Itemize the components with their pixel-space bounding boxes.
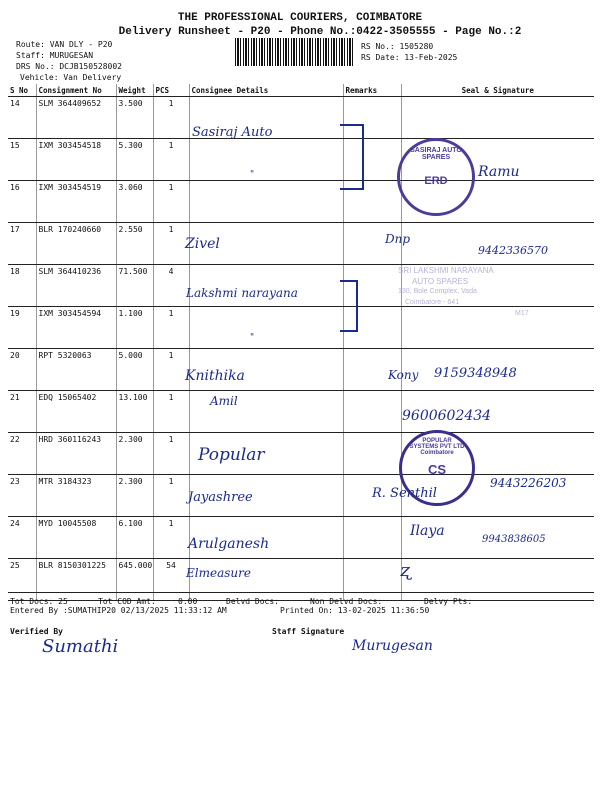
cell-weight: 5.000: [116, 349, 153, 391]
cell-pcs: 1: [153, 433, 189, 475]
cell-consignment: BLR 170240660: [36, 223, 116, 265]
cell-sno: 19: [8, 307, 36, 349]
column-header: S No: [8, 84, 36, 97]
cell-consignment: IXM 303454518: [36, 139, 116, 181]
cell-consignment: RPT 5320063: [36, 349, 116, 391]
sasiraj-seal: SASIRAJ AUTO SPARES ERD: [397, 138, 475, 216]
cell-consignment: MTR 3184323: [36, 475, 116, 517]
cell-consignment: SLM 364410236: [36, 265, 116, 307]
column-header: PCS: [153, 84, 189, 97]
total-docs: Tot Docs: 25: [10, 597, 68, 606]
footer-divider: [8, 592, 594, 593]
table-row: [8, 391, 594, 433]
table-row: [8, 433, 594, 475]
cell-pcs: 1: [153, 391, 189, 433]
cell-pcs: 1: [153, 349, 189, 391]
cell-consignment: EDQ 15065402: [36, 391, 116, 433]
consignee-cell: [189, 307, 343, 349]
consignee-handwriting: Amil: [210, 394, 238, 408]
delivery-points: Delvy Pts:: [424, 597, 473, 606]
remarks-cell: [343, 517, 401, 559]
staff-signature: Murugesan: [352, 638, 433, 654]
cell-sno: 16: [8, 181, 36, 223]
entered-by: Entered By :SUMATHIP20 02/13/2025 11:33:12 AM: [10, 606, 227, 615]
vehicle-text: Vehicle: Van Delivery: [20, 73, 122, 82]
cell-sno: 24: [8, 517, 36, 559]
cell-pcs: 1: [153, 223, 189, 265]
cell-sno: 17: [8, 223, 36, 265]
cell-weight: 3.060: [116, 181, 153, 223]
cell-pcs: 1: [153, 517, 189, 559]
consignee-cell: [189, 181, 343, 223]
verified-signature: Sumathi: [42, 636, 119, 657]
seal-cell: [401, 307, 594, 349]
printed-on: Printed On: 13-02-2025 11:36:50: [280, 606, 430, 615]
route-text: Route: VAN DLY - P20: [16, 40, 113, 49]
seal-cell: [401, 97, 594, 139]
cell-sno: 21: [8, 391, 36, 433]
cell-weight: 2.550: [116, 223, 153, 265]
cell-pcs: 1: [153, 307, 189, 349]
cell-pcs: 1: [153, 97, 189, 139]
cell-pcs: 1: [153, 475, 189, 517]
cell-weight: 6.100: [116, 517, 153, 559]
cell-sno: 23: [8, 475, 36, 517]
consignee-handwriting: Lakshmi narayana: [186, 286, 298, 300]
consignee-handwriting: Jayashree: [188, 490, 253, 505]
cell-weight: 2.300: [116, 475, 153, 517]
total-cod-label: Tot COD Amt:: [98, 597, 156, 606]
cell-weight: 5.300: [116, 139, 153, 181]
popular-seal: POPULAR SYSTEMS PVT LTD Coimbatore CS: [399, 430, 475, 506]
cell-consignment: IXM 303454519: [36, 181, 116, 223]
phone-handwriting: 9159348948: [434, 366, 517, 381]
cell-consignment: MYD 10045508: [36, 517, 116, 559]
cell-pcs: 54: [153, 559, 189, 601]
phone-handwriting: 9443226203: [490, 476, 567, 490]
table-row: [8, 265, 594, 307]
verified-by-label: Verified By: [10, 627, 63, 636]
cell-weight: 645.000: [116, 559, 153, 601]
table-row: [8, 559, 594, 601]
cell-sno: 20: [8, 349, 36, 391]
rs-number: RS No.: 1505280: [361, 42, 434, 51]
table-row: [8, 97, 594, 139]
consignee-handwriting: Arulganesh: [188, 536, 270, 552]
column-header: Consignee Details: [189, 84, 343, 97]
signature: Dnp: [385, 232, 411, 246]
staff-text: Staff: MURUGESAN: [16, 51, 94, 60]
column-header: Weight: [116, 84, 153, 97]
ditto-mark: ": [250, 170, 255, 180]
cell-sno: 15: [8, 139, 36, 181]
column-header: Seal & Signature: [401, 84, 594, 97]
cell-pcs: 1: [153, 181, 189, 223]
phone-handwriting: 9600602434: [402, 408, 492, 424]
table-row: [8, 307, 594, 349]
table-row: [8, 181, 594, 223]
consignee-handwriting: Sasiraj Auto: [192, 125, 273, 140]
signature: Ramu: [478, 164, 520, 180]
consignee-handwriting: Elmeasure: [186, 566, 251, 580]
cell-consignment: IXM 303454594: [36, 307, 116, 349]
signature: ʐ: [400, 560, 411, 581]
table-header-row: [8, 84, 594, 97]
phone-handwriting: 9943838605: [482, 534, 546, 545]
cell-sno: 18: [8, 265, 36, 307]
cell-weight: 1.100: [116, 307, 153, 349]
consignee-handwriting: Popular: [198, 445, 265, 465]
delivered-docs: Delvd Docs:: [226, 597, 279, 606]
staff-signature-label: Staff Signature: [272, 627, 345, 636]
cell-consignment: BLR 8150301225: [36, 559, 116, 601]
remarks-cell: [343, 559, 401, 601]
cell-pcs: 1: [153, 139, 189, 181]
cell-sno: 25: [8, 559, 36, 601]
cell-weight: 2.300: [116, 433, 153, 475]
cell-consignment: SLM 364409652: [36, 97, 116, 139]
cell-weight: 3.500: [116, 97, 153, 139]
remarks-bracket: [340, 124, 364, 190]
remarks-cell: [343, 391, 401, 433]
consignee-cell: [189, 139, 343, 181]
signature: Ilaya: [410, 523, 445, 539]
remarks-bracket: [340, 280, 358, 332]
company-title: THE PROFESSIONAL COURIERS, COIMBATORE: [177, 12, 423, 24]
barcode: [235, 38, 355, 66]
phone-handwriting: 9442336570: [478, 244, 548, 257]
cell-pcs: 4: [153, 265, 189, 307]
total-cod-value: 0.00: [178, 597, 198, 606]
remarks-cell: [343, 433, 401, 475]
signature: R. Senthil: [372, 486, 437, 501]
consignee-handwriting: Zivel: [185, 236, 220, 252]
cell-consignment: HRD 360116243: [36, 433, 116, 475]
cell-sno: 22: [8, 433, 36, 475]
signature: Kony: [388, 368, 419, 382]
runsheet-table: [8, 84, 594, 601]
cell-sno: 14: [8, 97, 36, 139]
seal-cell: [401, 559, 594, 601]
non-delivered-docs: Non Delvd Docs:: [310, 597, 383, 606]
rs-date: RS Date: 13-Feb-2025: [361, 53, 458, 62]
consignee-handwriting: Knithika: [185, 368, 245, 384]
drs-number: DRS No.: DCJB150528002: [16, 62, 122, 71]
cell-weight: 71.500: [116, 265, 153, 307]
column-header: Remarks: [343, 84, 401, 97]
runsheet-subtitle: Delivery Runsheet - P20 - Phone No.:0422-3505555 - Page No.:2: [118, 26, 522, 38]
ditto-mark: ": [250, 333, 255, 343]
cell-weight: 13.100: [116, 391, 153, 433]
column-header: Consignment No: [36, 84, 116, 97]
